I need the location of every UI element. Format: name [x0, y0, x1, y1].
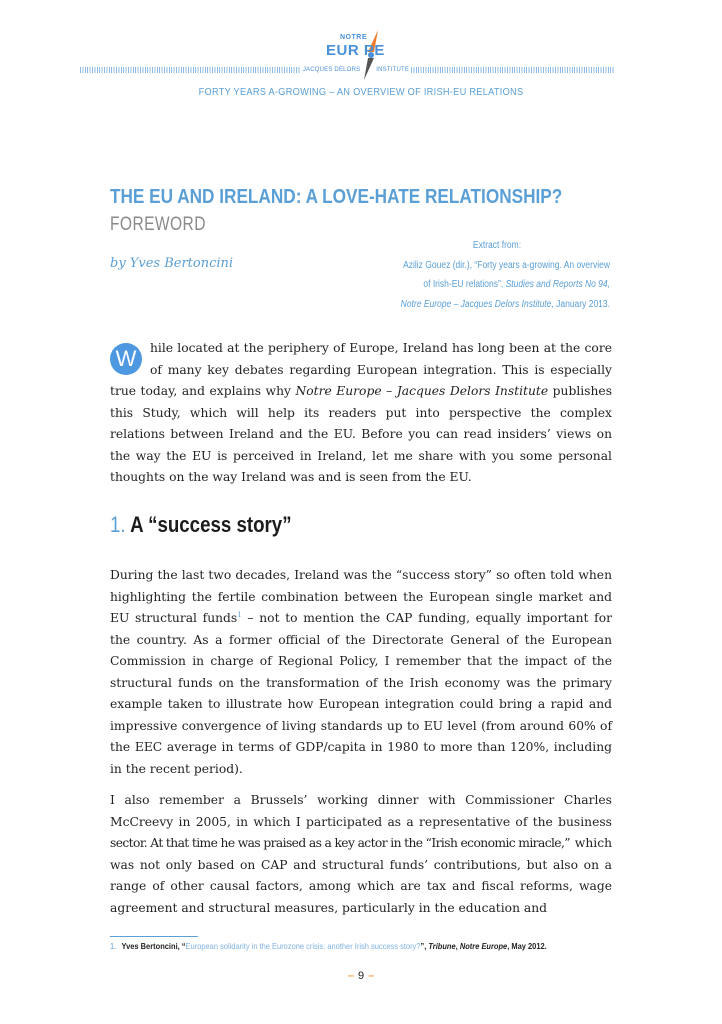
footnote-ref-link[interactable]: 1: [237, 610, 242, 619]
page-number: – 9 –: [347, 970, 375, 982]
hatched-rule-left: [80, 67, 301, 73]
extract-line-2: of Irish-EU relations”, Studies and Reports No 94,: [423, 279, 610, 290]
logo-notre-text: NOTRE: [340, 34, 367, 41]
page-title: THE EU AND IRELAND: A LOVE-HATE RELATIONSHIP?: [110, 186, 563, 208]
body-paragraph-2: I also remember a Brussels’ working dinner with Commissioner Charles McCreevy in 2005, in which I participated as a representative of the business sector. At that time he was praised as a key actor in the “Irish economic miracle,” which was not only based on CAP and structural funds’ contributions, but also on a range of other causal factors, among which are tax and fiscal reforms, wage agreement and structural measures, particularly in the education and: [110, 793, 612, 915]
intro-paragraph: W hile located at the periphery of Europe, Ireland has long been at the core of many key debates regarding European integration. This is especially true today, and explains why Notre Europe – Jacques Delors Institute publishes this Study, which will help its readers put into perspective the complex relations between Ireland and the EU. Before you can read insiders’ views on the way the EU is perceived in Ireland, let me share with you some personal thoughts on the way Ireland was and is seen from the EU.: [110, 341, 613, 484]
section-heading: [110, 512, 292, 538]
logo-europe-text: EUR PE: [326, 42, 385, 59]
header-rule: [80, 66, 614, 74]
page-subtitle: FOREWORD: [110, 214, 206, 235]
footnote: 1. Yves Bertoncini, “European solidarity in the Eurozone crisis: another Irish success story?”, Tribune, Notre Europe, May 2012.: [110, 941, 547, 951]
hatched-rule-right: [411, 67, 614, 73]
extract-citation: [350, 236, 610, 314]
footnote-link[interactable]: European solidarity in the Eurozone crisis: another Irish success story?: [185, 941, 421, 951]
logo-jacques-delors-text: JACQUES DELORS: [302, 67, 361, 73]
extract-line-1: Aziliz Gouez (dir.), “Forty years a-growing. An overview: [403, 259, 610, 271]
author-byline: by Yves Bertoncini: [110, 256, 234, 271]
footnote-number: 1.: [110, 941, 117, 951]
dropcap-badge: W: [110, 343, 142, 375]
body-paragraph-1: During the last two decades, Ireland was the “success story” so often told when highlighting the fertile combination between the European single market and EU structural funds$^1$ – not to mention the CAP funding, equally important for the country. As a former official of the Directorate General of the European Commission in charge of Regional Policy, I remember that the impact of the structural funds on the transformation of the Irish economy was the primary example taken to illustrate how European integration could bring a rapid and impressive convergence of living standards up to EU level (from around 60% of the EEC average in terms of GDP/capita in 1980 to more than 120%, including in the recent period).: [110, 568, 612, 776]
extract-label: Extract from:: [472, 240, 522, 251]
section-title: A “success story”: [130, 512, 292, 537]
logo-institute-text: INSTITUTE: [376, 67, 410, 73]
section-number: 1.: [110, 512, 126, 537]
extract-line-3: Notre Europe – Jacques Delors Institute, January 2013.: [400, 298, 610, 310]
footnote-divider: [110, 936, 198, 937]
running-title: FORTY YEARS A-GROWING – AN OVERVIEW OF IRISH-EU RELATIONS: [198, 86, 524, 98]
